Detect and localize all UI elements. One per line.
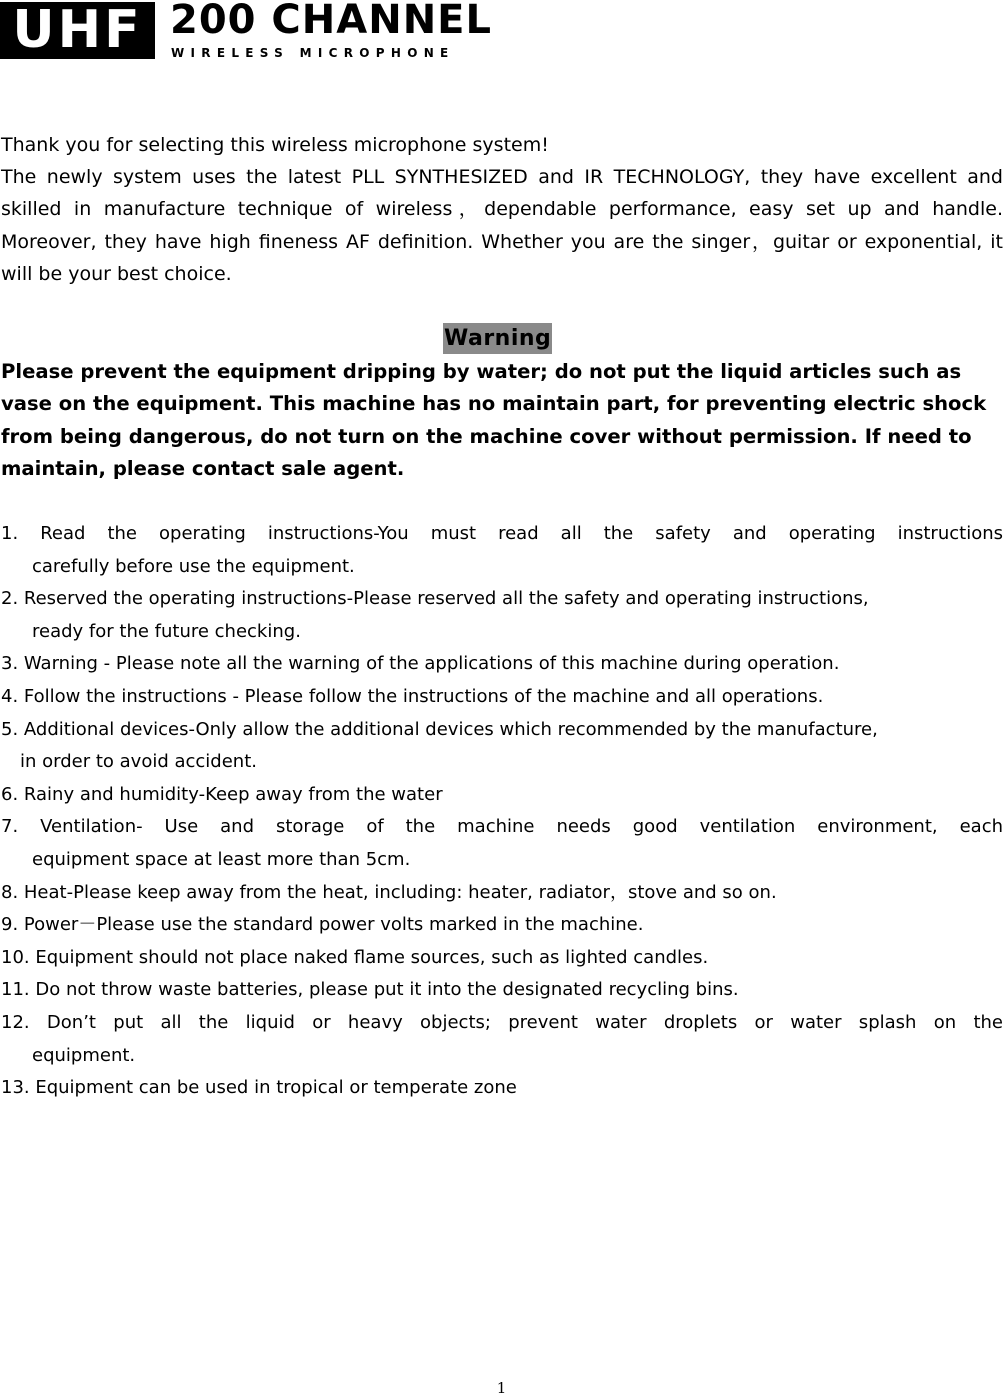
list-item-text: 5. Additional devices-Only allow the additional devices which recommended by the manufacture, xyxy=(1,718,878,740)
list-item xyxy=(1,877,1003,910)
warning-heading: Warning xyxy=(443,323,552,354)
list-item-text: 2. Reserved the operating instructions-Please reserved all the safety and operating instructions, xyxy=(1,588,869,610)
list-item-text: 8. Heat-Please keep away from the heat, including: heater, radiator，stove and so on. xyxy=(1,881,777,903)
list-item-text: 3. Warning - Please note all the warning of the applications of this machine during operation. xyxy=(1,653,840,675)
intro-paragraph: The newly system uses the latest PLL SYNTHESIZED and IR TECHNOLOGY, they have excellent and skilled in manufacture technique of wireless，dependable performance, easy set up and handle. Moreover, they have high fineness AF definition. Whether you are the singer，guitar or exponential, it will be your best choice. xyxy=(1,166,1003,286)
list-item-continuation: carefully before use the equipment. xyxy=(32,555,355,577)
list-item-text: 1. Read the operating instructions-You must read all the safety and operating instructions xyxy=(1,523,1003,544)
list-item-continuation: equipment space at least more than 5cm. xyxy=(32,848,411,870)
list-item xyxy=(1,811,1003,876)
list-item xyxy=(1,714,1003,779)
list-item-text: 12. Don’t put all the liquid or heavy objects; prevent water droplets or water splash on the xyxy=(1,1011,1003,1033)
logo-title: 200 CHANNEL xyxy=(170,0,492,43)
list-item-continuation: equipment. xyxy=(32,1044,136,1066)
brand-logo xyxy=(0,0,492,60)
list-item-text: 9. Power－Please use the standard power volts marked in the machine. xyxy=(1,914,644,936)
list-item-text: 4. Follow the instructions - Please follow the instructions of the machine and all operations. xyxy=(1,685,824,707)
instructions-list xyxy=(1,518,1003,1105)
list-item xyxy=(1,583,1003,648)
list-item xyxy=(1,1007,1003,1072)
list-item xyxy=(1,779,1003,812)
list-item xyxy=(1,909,1003,942)
warning-paragraph: Please prevent the equipment dripping by water; do not put the liquid articles such as vase on the equipment. This machine has no maintain part, for preventing electric shock from being dangerous, do not turn on the machine cover without permission. If need to maintain, please contact sale agent. xyxy=(1,360,987,481)
page-number: 1 xyxy=(496,1379,507,1397)
list-item-continuation: in order to avoid accident. xyxy=(20,751,257,773)
list-item-text: 6. Rainy and humidity-Keep away from the water xyxy=(1,783,443,805)
list-item-text: 11. Do not throw waste batteries, please put it into the designated recycling bins. xyxy=(1,979,739,1001)
list-item-text: 7. Ventilation- Use and storage of the machine needs good ventilation environment, each xyxy=(1,816,1003,838)
list-item xyxy=(1,974,1003,1007)
list-item xyxy=(1,648,1003,681)
intro-greeting: Thank you for selecting this wireless microphone system! xyxy=(1,134,549,156)
list-item xyxy=(1,942,1003,975)
list-item xyxy=(1,1072,1003,1105)
list-item-continuation: ready for the future checking. xyxy=(32,620,301,642)
logo-subtitle: WIRELESS MICROPHONE xyxy=(171,46,455,60)
list-item-text: 13. Equipment can be used in tropical or temperate zone xyxy=(1,1077,517,1099)
list-item xyxy=(1,518,1003,583)
logo-badge: UHF xyxy=(0,2,155,59)
list-item xyxy=(1,681,1003,714)
list-item-text: 10. Equipment should not place naked flame sources, such as lighted candles. xyxy=(1,946,709,968)
